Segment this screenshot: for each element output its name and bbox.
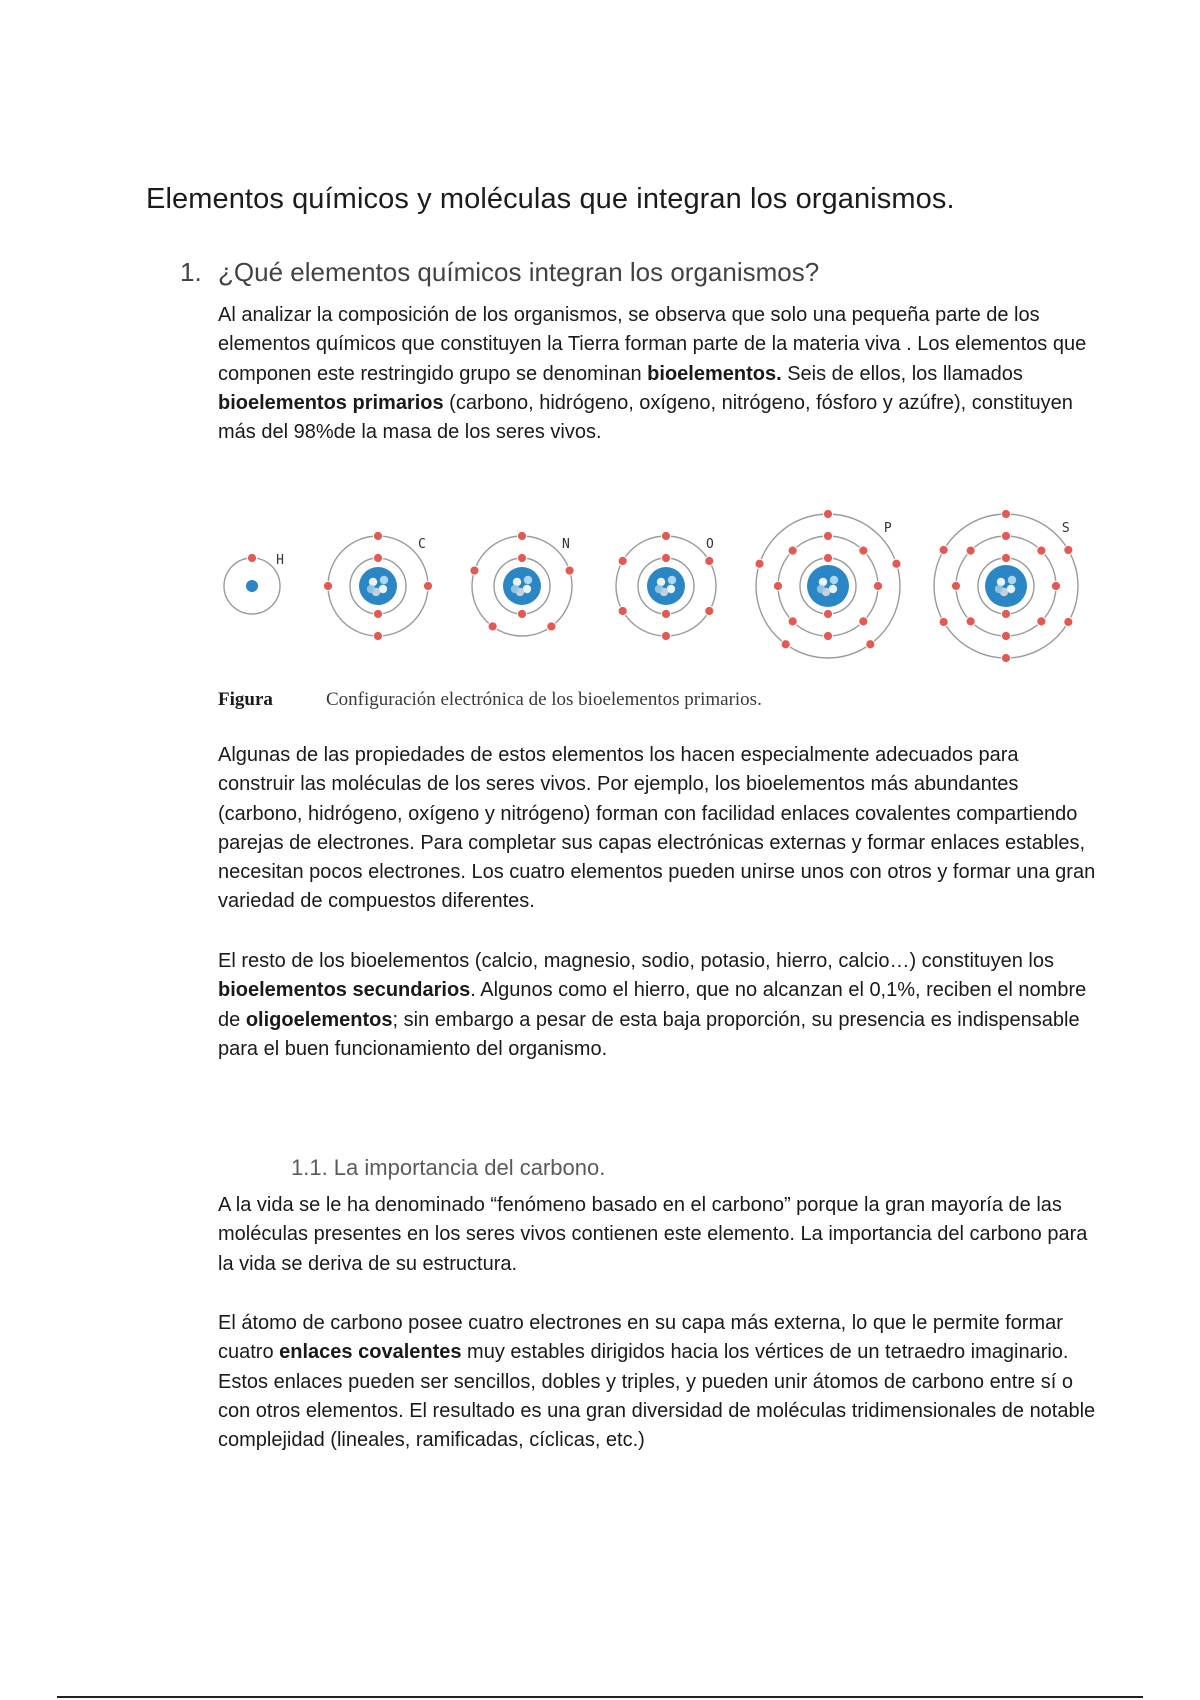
- atom-symbol-label: C: [418, 537, 426, 552]
- electron: [781, 640, 790, 649]
- section-1-number: 1.: [180, 257, 202, 287]
- atom-symbol-label: O: [706, 537, 714, 552]
- bold-term: bioelementos primarios: [218, 391, 444, 414]
- electron: [892, 559, 901, 568]
- text-run: ; sin embargo a pesar de esta baja proporción, su presencia es indispensable para el buen funcionamiento del organismo.: [218, 1008, 1080, 1060]
- figure-caption-text: Configuración electrónica de los bioelementos primarios.: [326, 689, 762, 710]
- electron: [873, 581, 882, 590]
- electron: [939, 617, 948, 626]
- nucleus: [985, 565, 1027, 607]
- electron: [705, 606, 714, 615]
- electron: [323, 581, 332, 590]
- text-run: muy estables dirigidos hacia los vértices de un tetraedro imaginario. Estos enlaces pueden ser sencillos, dobles y triples, y pueden unir átomos de carbono entre sí o con otros elementos. El resultado es una gran diversidad de moléculas tridimensionales de notable complejidad (lineales, ramificadas, cíclicas, etc.): [218, 1341, 1096, 1452]
- bold-term: bioelementos.: [647, 362, 782, 385]
- electron: [517, 553, 526, 562]
- nucleon: [1008, 576, 1016, 584]
- electron: [866, 640, 875, 649]
- nucleon: [817, 585, 825, 593]
- electron: [373, 553, 382, 562]
- atom-symbol-label: N: [562, 537, 570, 552]
- electron: [1001, 531, 1010, 540]
- electron: [547, 622, 556, 631]
- section-1-paragraph-1: [218, 301, 1098, 447]
- electron: [1037, 617, 1046, 626]
- bold-term: oligoelementos: [245, 1008, 393, 1031]
- nucleon: [995, 585, 1003, 593]
- electron: [823, 553, 832, 562]
- nucleon: [830, 576, 838, 584]
- text-run: El resto de los bioelementos (calcio, magnesio, sodio, potasio, hierro, calcio…) constituyen los: [218, 950, 1054, 972]
- text-run: (carbono, hidrógeno, oxígeno, nitrógeno, fósforo y azúfre), constituyen más del 98%de la masa de los seres vivos.: [218, 391, 1073, 444]
- electron: [1001, 631, 1010, 640]
- text-run: Seis de ellos, los llamados: [781, 362, 1023, 385]
- electron: [755, 559, 764, 568]
- electron: [661, 531, 670, 540]
- section-1-paragraph-2: [218, 741, 1098, 917]
- nucleon: [367, 585, 375, 593]
- electron: [517, 609, 526, 618]
- electron: [517, 531, 526, 540]
- electron: [939, 545, 948, 554]
- atom-symbol-label: H: [276, 552, 284, 568]
- atom-c: [323, 531, 432, 640]
- nucleus: [246, 580, 258, 592]
- figure-caption: [218, 689, 762, 711]
- electron: [788, 546, 797, 555]
- section-1-heading-text: ¿Qué elementos químicos integran los organismos?: [218, 257, 820, 287]
- text-run: . Algunos como el hierro, que no alcanzan el 0,1%, reciben el nombre de: [218, 979, 1087, 1031]
- nucleus: [647, 567, 685, 605]
- atom-s: [934, 509, 1078, 662]
- nucleus: [503, 567, 541, 605]
- electron: [618, 606, 627, 615]
- electron: [1001, 509, 1010, 518]
- bold-term: bioelementos secundarios: [218, 979, 471, 1002]
- electron: [788, 617, 797, 626]
- text-run: A la vida se le ha denominado “fenómeno basado en el carbono” porque la gran mayoría de las moléculas presentes en los seres vivos contienen este elemento. La importancia del carbono para la vida se deriva de su estructura.: [218, 1194, 1088, 1275]
- electron: [951, 581, 960, 590]
- atom-symbol-label: S: [1061, 521, 1070, 537]
- atom-symbol-label: P: [883, 521, 892, 537]
- nucleus: [807, 565, 849, 607]
- electron: [966, 617, 975, 626]
- section-1-heading: [180, 257, 819, 288]
- electron: [1064, 617, 1073, 626]
- nucleon: [655, 585, 663, 593]
- section-1-1-heading: 1.1. La importancia del carbono.: [291, 1155, 606, 1180]
- document-title: Elementos químicos y moléculas que integran los organismos.: [146, 183, 955, 215]
- electron: [373, 631, 382, 640]
- section-1-1-paragraph-1: [218, 1191, 1098, 1279]
- electron: [618, 556, 627, 565]
- electron: [661, 631, 670, 640]
- electron: [565, 566, 574, 575]
- electron: [1001, 553, 1010, 562]
- electron: [1051, 581, 1060, 590]
- electron: [661, 609, 670, 618]
- electron: [661, 553, 670, 562]
- electron: [773, 581, 782, 590]
- electron: [966, 546, 975, 555]
- atoms-diagram: [218, 500, 1098, 668]
- electron: [373, 531, 382, 540]
- electron: [823, 609, 832, 618]
- text-run: Algunas de las propiedades de estos elementos los hacen especialmente adecuados para construir las moléculas de los seres vivos. Por ejemplo, los bioelementos más abundantes (carbono, hidrógeno, oxígeno y nitrógeno) forman con facilidad enlaces covalentes compartiendo parejas de electrones. Para completar sus capas electrónicas externas y formar enlaces estables, necesitan pocos electrones. Los cuatro elementos pueden unirse unos con otros y formar una gran variedad de compuestos diferentes.: [218, 744, 1096, 913]
- electron: [1037, 546, 1046, 555]
- bold-term: enlaces covalentes: [279, 1341, 462, 1364]
- electron-configuration-figure: [218, 500, 1098, 668]
- electron: [859, 617, 868, 626]
- nucleon: [380, 576, 388, 584]
- electron: [1064, 545, 1073, 554]
- nucleon: [524, 576, 532, 584]
- electron: [859, 546, 868, 555]
- electron: [488, 622, 497, 631]
- atom-n: [470, 531, 574, 636]
- electron: [1001, 653, 1010, 662]
- footer-rule: [57, 1696, 1143, 1698]
- electron: [470, 566, 479, 575]
- electron: [247, 553, 256, 562]
- text-run: El átomo de carbono posee cuatro electrones en su capa más externa, lo que le permite formar cuatro: [218, 1312, 1063, 1364]
- atom-o: [616, 531, 716, 640]
- figure-caption-label: Figura: [218, 689, 273, 710]
- electron: [705, 556, 714, 565]
- text-run: Al analizar la composición de los organismos, se observa que solo una pequeña parte de los elementos químicos que constituyen la Tierra forman parte de la materia viva . Los elementos que componen este restringido grupo se denominan: [218, 304, 1087, 385]
- electron: [823, 509, 832, 518]
- section-1-paragraph-3: [218, 947, 1098, 1064]
- electron: [1001, 609, 1010, 618]
- nucleus: [359, 567, 397, 605]
- electron: [823, 531, 832, 540]
- section-1-1-paragraph-2: [218, 1309, 1098, 1455]
- nucleon: [668, 576, 676, 584]
- atom-p: [755, 509, 901, 658]
- nucleon: [511, 585, 519, 593]
- electron: [373, 609, 382, 618]
- electron: [823, 631, 832, 640]
- atom-h: [224, 553, 284, 614]
- electron: [423, 581, 432, 590]
